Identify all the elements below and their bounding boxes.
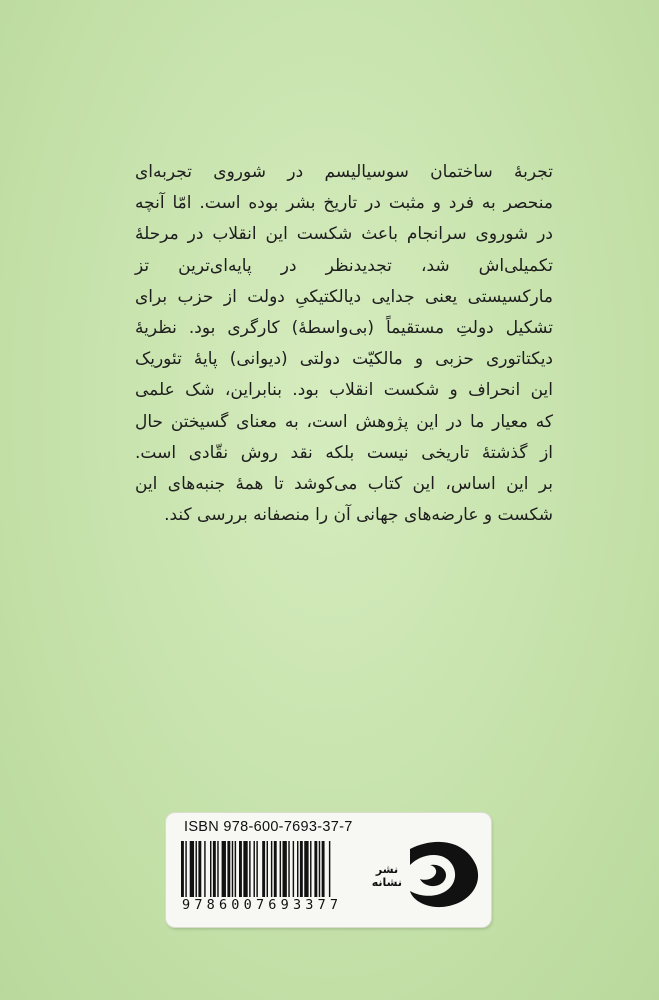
blurb-line: منحصر به فرد و مثبت در تاریخ بشر بوده است. امّا آنچه: [135, 193, 553, 214]
blurb-line: در شوروی سرانجام باعث شکست این انقلاب در مرحلهٔ: [135, 224, 553, 245]
blurb-line: تشکیل دولتِ مستقیماً (بی‌واسطهٔ) کارگری بود. نظریهٔ: [135, 317, 553, 338]
blurb-line: شکست و عارضه‌های جهانی آن را منصفانه بررسی کند.: [164, 505, 553, 526]
blurb-line: تکمیلی‌اش شد، تجدیدنظر در پایه‌ای‌ترین تز: [135, 255, 553, 276]
barcode-digits: 9786007693377: [182, 897, 343, 913]
publisher-name: نشر نشانه: [371, 863, 402, 889]
blurb-line: دیکتاتوری حزبی و مالکیّت دولتی (دیوانی) پایهٔ تئوریک: [135, 349, 553, 370]
blurb-line: مارکسیستی یعنی جدایی دیالکتیکیِ دولت از حزب برای: [135, 286, 553, 307]
isbn-label: ISBN 978-600-7693-37-7: [184, 819, 353, 835]
isbn-sticker: [166, 813, 491, 927]
blurb-line: که معیار ما در این پژوهش است، به معنای گسیختن حال: [135, 411, 553, 432]
blurb-line: بر این اساس، این کتاب می‌کوشد تا همهٔ جنبه‌های این: [135, 473, 553, 494]
blurb-line: از گذشتهٔ تاریخی نیست بلکه نقد روش نقّادی است.: [135, 442, 553, 463]
blurb-line: این انحراف و شکست انقلاب بود. بنابراین، شک علمی: [135, 380, 553, 401]
blurb-line: تجربهٔ ساختمان سوسیالیسم در شوروی تجربه‌ای: [135, 162, 553, 182]
back-cover-blurb: [135, 157, 553, 531]
barcode: [181, 841, 369, 897]
